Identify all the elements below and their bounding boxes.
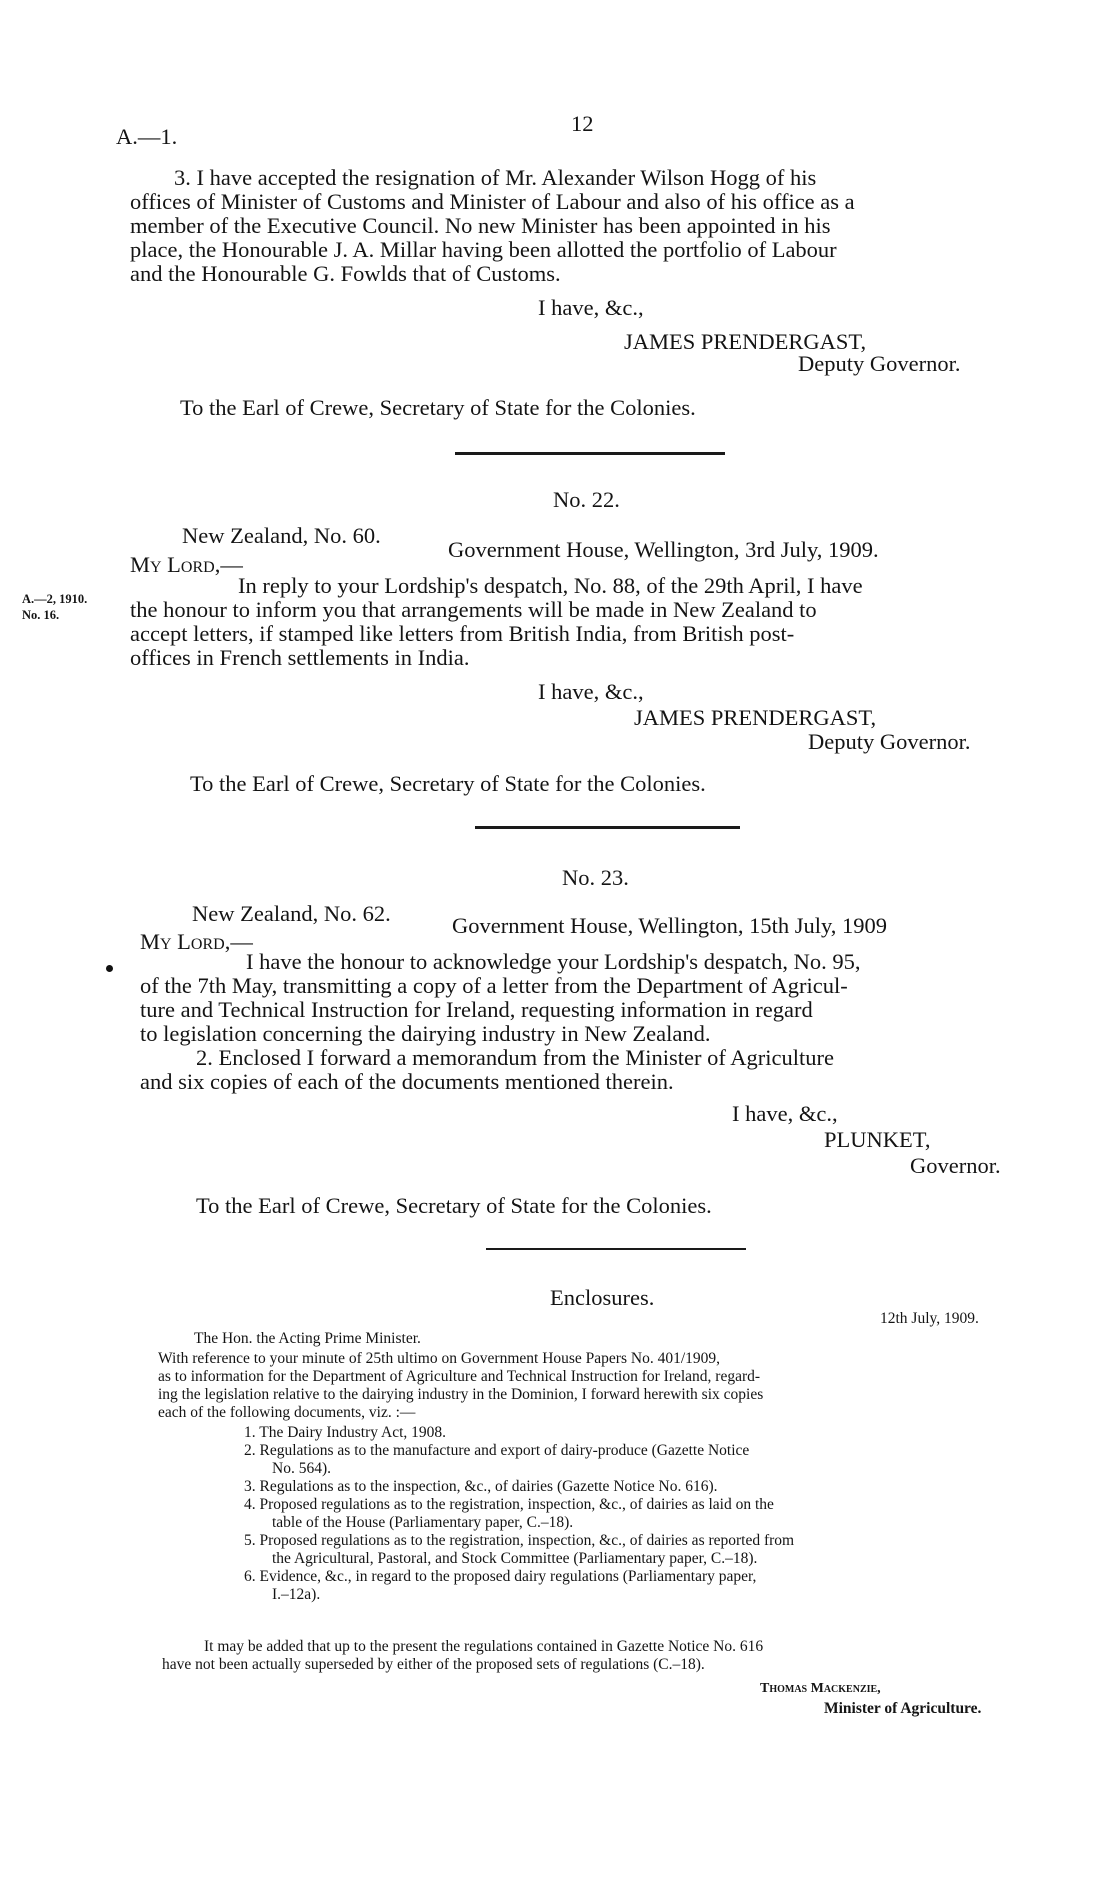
page-number: 12 xyxy=(571,111,594,136)
list-item: 1. The Dairy Industry Act, 1908. xyxy=(244,1424,447,1441)
letter3-body xyxy=(140,950,1070,1094)
body-line: I have the honour to acknowledge your Lordship's despatch, No. 95, xyxy=(246,949,861,974)
body-line: to legislation concerning the dairying industry in New Zealand. xyxy=(140,1021,711,1046)
body-line: the honour to inform you that arrangements will be made in New Zealand to xyxy=(130,597,817,622)
signature: JAMES PRENDERGAST, xyxy=(634,705,877,730)
body-line: and six copies of each of the documents mentioned therein. xyxy=(140,1069,674,1094)
body-line: offices of Minister of Customs and Minister of Labour and also of his office as a xyxy=(130,189,855,214)
body-line: offices in French settlements in India. xyxy=(130,645,470,670)
addressee: To the Earl of Crewe, Secretary of State for the Colonies. xyxy=(180,395,696,420)
letter2-body xyxy=(130,574,1060,670)
signatory-title: Deputy Governor. xyxy=(798,351,961,376)
despatch-reference: New Zealand, No. 62. xyxy=(192,901,391,926)
intro-line: each of the following documents, viz. :— xyxy=(158,1404,416,1421)
enclosure-signature: Thomas Mackenzie, xyxy=(760,1681,881,1696)
margin-note: A.—2, 1910. xyxy=(22,592,88,606)
enclosure-intro xyxy=(158,1350,1114,1422)
body-line: 2. Enclosed I forward a memorandum from the Minister of Agriculture xyxy=(196,1045,834,1070)
despatch-number: No. 22. xyxy=(553,487,620,512)
letter1-body xyxy=(130,166,1060,286)
intro-line: as to information for the Department of Agriculture and Technical Instruction for Ireland, regard- xyxy=(158,1368,761,1385)
signatory-title: Deputy Governor. xyxy=(808,729,971,754)
body-line: accept letters, if stamped like letters from British India, from British post- xyxy=(130,621,795,646)
intro-line: ing the legislation relative to the dairying industry in the Dominion, I forward herewith six copies xyxy=(158,1386,764,1403)
closing: I have, &c., xyxy=(538,295,644,320)
body-line: ture and Technical Instruction for Ireland, requesting information in regard xyxy=(140,997,813,1022)
document-reference: A.—1. xyxy=(116,124,178,149)
signature: PLUNKET, xyxy=(824,1127,931,1152)
enclosure-signatory-title: Minister of Agriculture. xyxy=(824,1700,982,1717)
list-item: 3. Regulations as to the inspection, &c., of dairies (Gazette Notice No. 616). xyxy=(244,1478,718,1495)
list-item-continuation: table of the House (Parliamentary paper, C.–18). xyxy=(272,1514,574,1531)
body-line: place, the Honourable J. A. Millar having been allotted the portfolio of Labour xyxy=(130,237,837,262)
section-divider xyxy=(486,1248,746,1250)
body-line: In reply to your Lordship's despatch, No. 88, of the 29th April, I have xyxy=(238,573,863,598)
list-item-continuation: I.–12a). xyxy=(272,1586,321,1603)
margin-note: No. 16. xyxy=(22,608,60,622)
salutation: My Lord,— xyxy=(130,552,243,577)
margin-dot xyxy=(106,965,113,972)
despatch-number: No. 23. xyxy=(562,865,629,890)
list-item: 2. Regulations as to the manufacture and export of dairy-produce (Gazette Notice xyxy=(244,1442,750,1459)
enclosure-final xyxy=(162,1638,1114,1674)
body-line: of the 7th May, transmitting a copy of a letter from the Department of Agricul- xyxy=(140,973,848,998)
sender-address: Government House, Wellington, 15th July, 1909 xyxy=(452,913,888,938)
enclosures-heading: Enclosures. xyxy=(550,1285,655,1310)
addressee: To the Earl of Crewe, Secretary of State for the Colonies. xyxy=(190,771,706,796)
despatch-reference: New Zealand, No. 60. xyxy=(182,523,381,548)
list-item: 6. Evidence, &c., in regard to the proposed dairy regulations (Parliamentary paper, xyxy=(244,1568,757,1585)
signature: JAMES PRENDERGAST, xyxy=(624,329,867,354)
list-item-continuation: the Agricultural, Pastoral, and Stock Committee (Parliamentary paper, C.–18). xyxy=(272,1550,758,1567)
final-line: have not been actually superseded by either of the proposed sets of regulations (C.–18). xyxy=(162,1656,705,1673)
list-item-continuation: No. 564). xyxy=(272,1460,331,1477)
addressee: To the Earl of Crewe, Secretary of State for the Colonies. xyxy=(196,1193,712,1218)
body-line: 3. I have accepted the resignation of Mr. Alexander Wilson Hogg of his xyxy=(174,165,817,190)
enclosure-date: 12th July, 1909. xyxy=(880,1310,979,1327)
sender-address: Government House, Wellington, 3rd July, 1909. xyxy=(448,537,879,562)
section-divider xyxy=(475,826,740,829)
body-line: and the Honourable G. Fowlds that of Customs. xyxy=(130,261,561,286)
closing: I have, &c., xyxy=(732,1101,838,1126)
intro-line: With reference to your minute of 25th ultimo on Government House Papers No. 401/1909, xyxy=(158,1350,720,1367)
body-line: member of the Executive Council. No new Minister has been appointed in his xyxy=(130,213,831,238)
enclosure-list xyxy=(244,1424,1084,1604)
signatory-title: Governor. xyxy=(910,1153,1001,1178)
section-divider xyxy=(455,452,725,455)
enclosure-recipient: The Hon. the Acting Prime Minister. xyxy=(194,1330,421,1347)
list-item: 5. Proposed regulations as to the registration, inspection, &c., of dairies as reported from xyxy=(244,1532,795,1549)
salutation: My Lord,— xyxy=(140,929,253,954)
list-item: 4. Proposed regulations as to the registration, inspection, &c., of dairies as laid on the xyxy=(244,1496,774,1513)
final-line: It may be added that up to the present the regulations contained in Gazette Notice No. 616 xyxy=(204,1638,764,1655)
closing: I have, &c., xyxy=(538,679,644,704)
